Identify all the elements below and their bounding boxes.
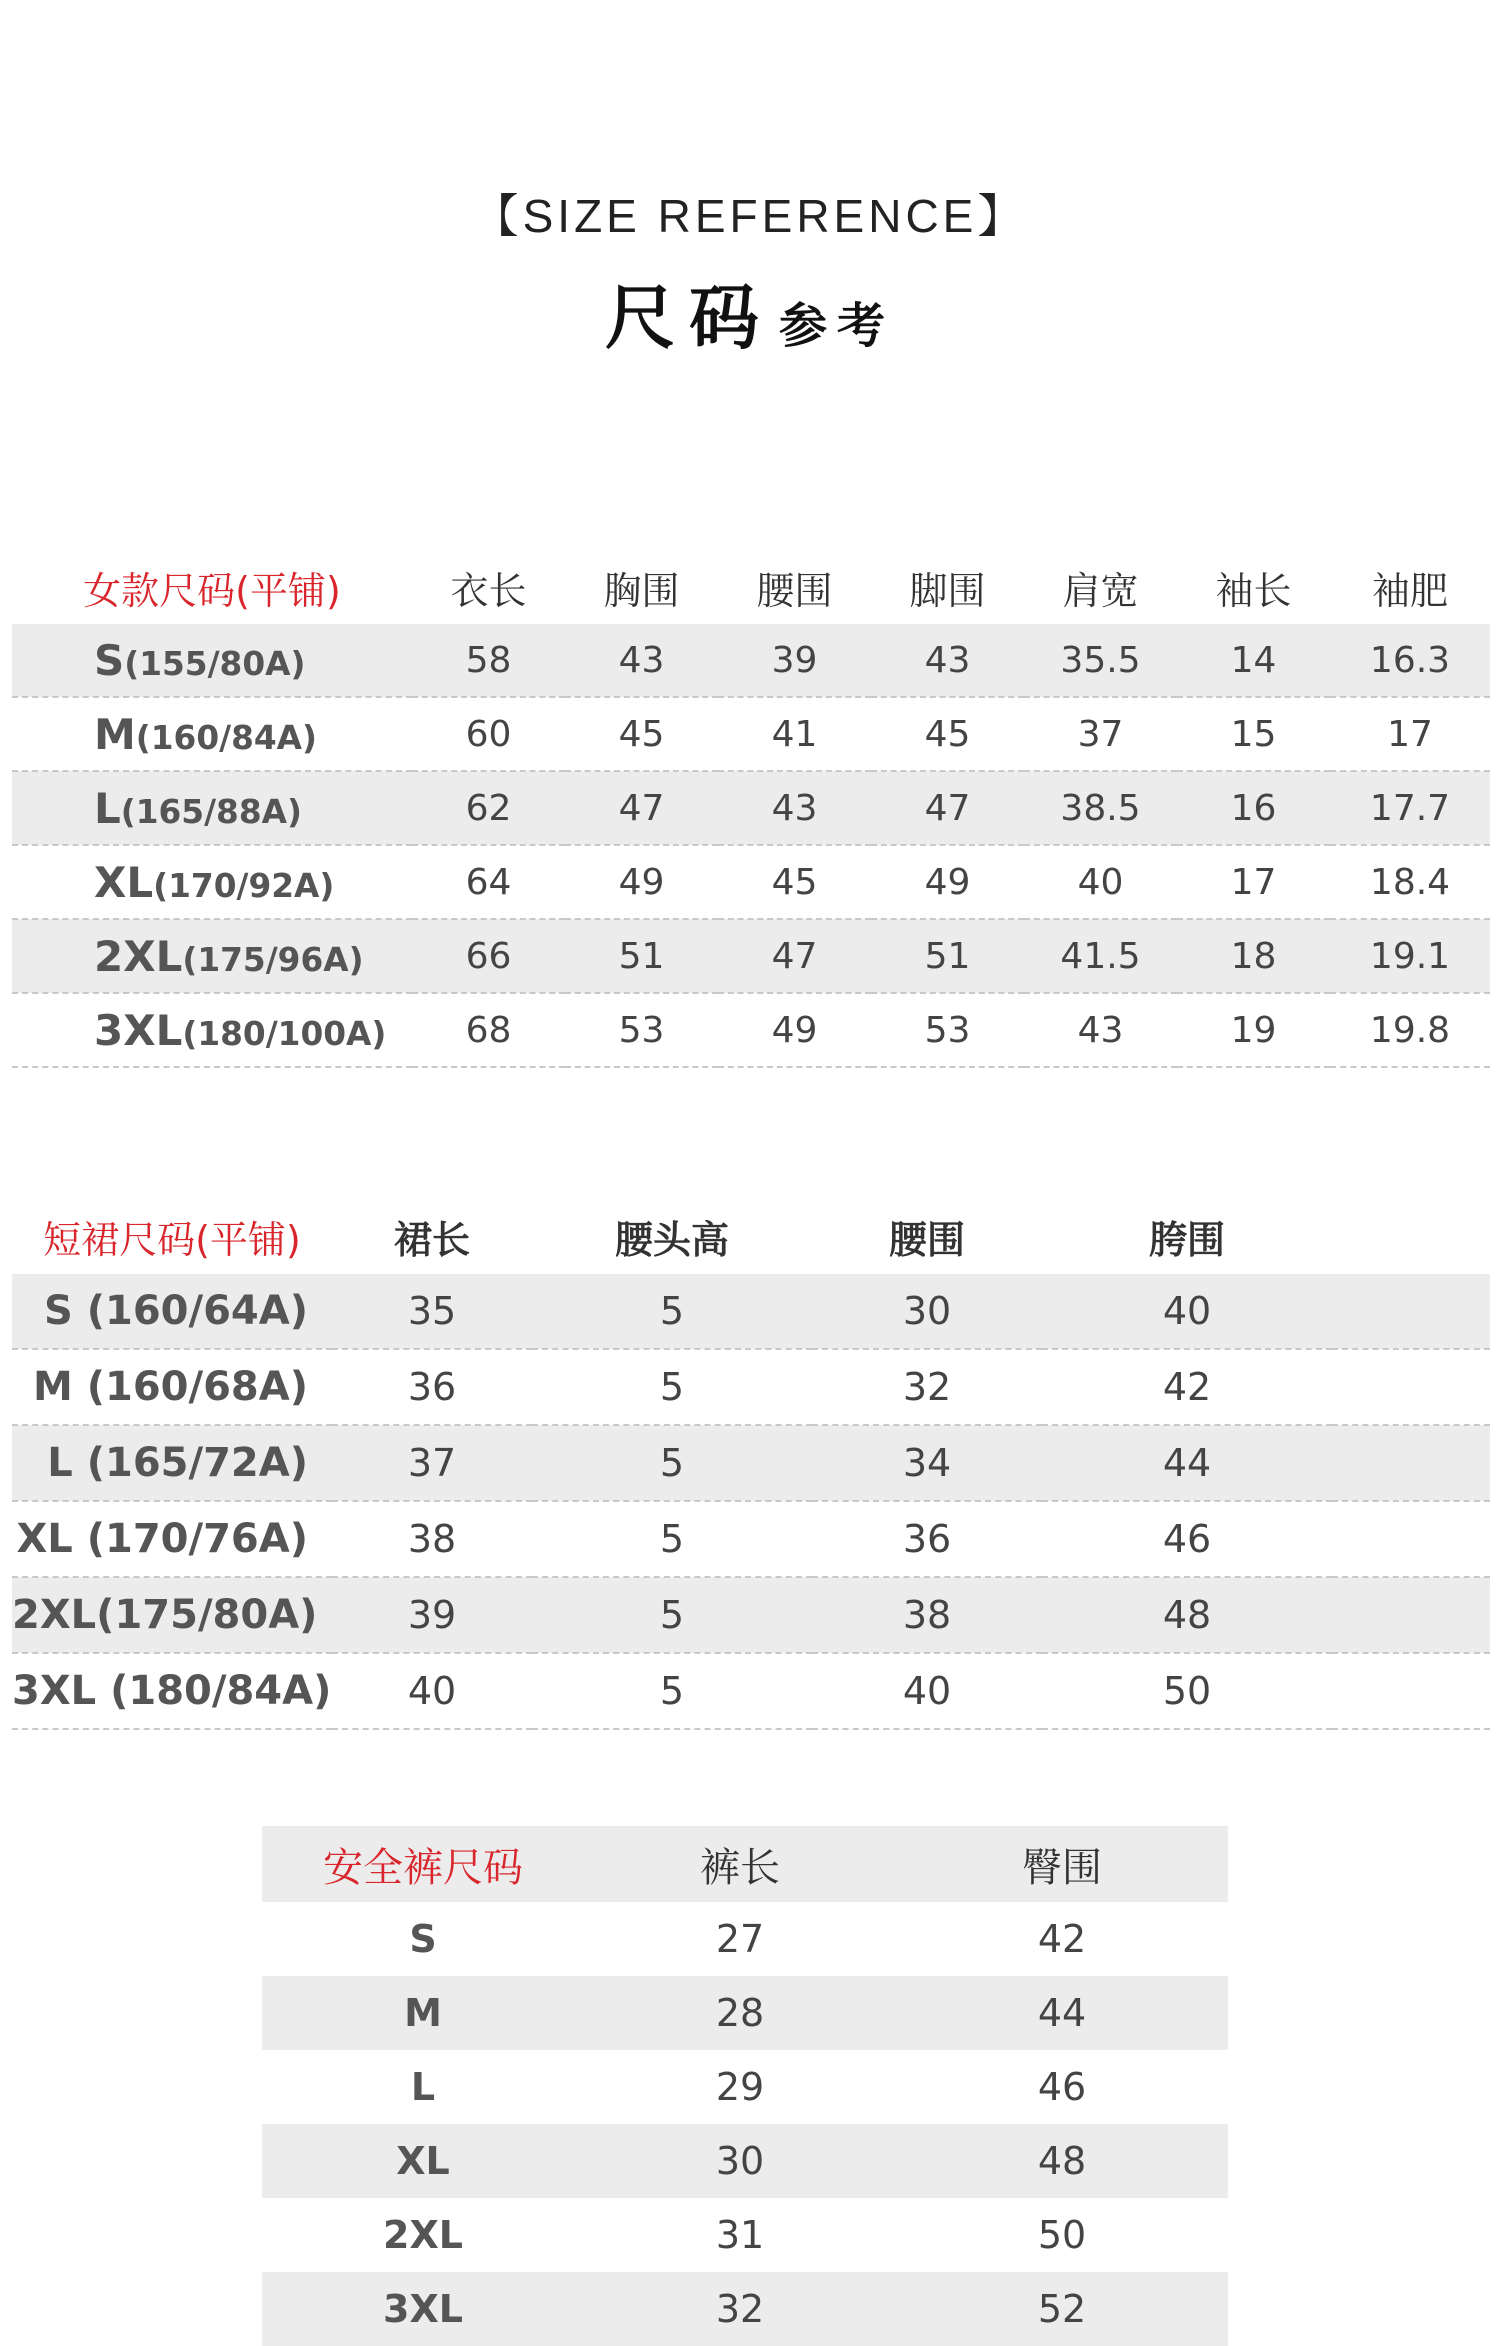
table-header-row: [12, 1198, 1490, 1274]
table-cell: 39: [332, 1577, 532, 1653]
table-cell: 43: [1024, 993, 1177, 1067]
column-header: 肩宽: [1062, 568, 1139, 613]
table-cell: 29: [715, 2065, 765, 2109]
table-cell: 17: [1177, 845, 1330, 919]
table-cell: 62: [412, 771, 565, 845]
cn-title-main: 尺码: [604, 277, 773, 359]
table-cell: 16: [1177, 771, 1330, 845]
table-cell: 40: [332, 1653, 532, 1729]
table-spacer: [1332, 1198, 1490, 1274]
size-label: M (160/68A): [12, 1349, 332, 1425]
size-code: L: [94, 783, 121, 833]
table-row: [262, 2198, 1228, 2272]
table-cell: 32: [584, 2272, 896, 2346]
table-cell: 40: [1024, 845, 1177, 919]
shorts-size-table: [262, 1826, 1228, 2346]
table-cell: 14: [1177, 624, 1330, 697]
table-cell: 19.1: [1330, 919, 1490, 993]
size-spec: (160/84A): [135, 718, 317, 757]
table-spacer: [1332, 1274, 1490, 1349]
table-cell: 48: [1042, 1577, 1332, 1653]
column-header: 腰围: [888, 1217, 965, 1262]
column-header: 脚围: [909, 568, 986, 613]
table-row: [262, 2124, 1228, 2198]
size-label: [12, 919, 412, 993]
table-row: [262, 2272, 1228, 2346]
table-title: 女款尺码(平铺): [83, 568, 341, 613]
table-header-row: [12, 550, 1490, 624]
size-code: M: [94, 709, 136, 759]
size-label: M: [262, 1976, 584, 2050]
column-header: 腰围: [756, 568, 833, 613]
size-label: L: [410, 2065, 436, 2109]
table-cell: 47: [718, 919, 871, 993]
size-label: 2XL(175/80A): [12, 1577, 332, 1653]
column-header: 裤长: [584, 1826, 896, 1902]
table-title: 安全裤尺码: [262, 1826, 584, 1902]
size-spec: (155/80A): [124, 644, 306, 683]
size-spec: (175/96A): [182, 940, 364, 979]
size-label: [12, 624, 412, 697]
column-header: 胸围: [603, 568, 680, 613]
table-cell: 45: [871, 697, 1024, 771]
table-cell: 44: [896, 1976, 1228, 2050]
size-spec: (180/100A): [182, 1014, 387, 1053]
table-cell: 40: [812, 1653, 1042, 1729]
table-cell: 53: [871, 993, 1024, 1067]
column-header: 臀围: [896, 1826, 1228, 1902]
column-header: 胯围: [1148, 1217, 1225, 1262]
size-label: L (165/72A): [12, 1425, 332, 1501]
table-spacer: [1332, 1425, 1490, 1501]
table-cell: 37: [1024, 697, 1177, 771]
table-cell: 34: [812, 1425, 1042, 1501]
table-cell: 19: [1177, 993, 1330, 1067]
table-cell: 17: [1330, 697, 1490, 771]
table-cell: 38: [812, 1577, 1042, 1653]
table-cell: 39: [718, 624, 871, 697]
table-cell: 49: [565, 845, 718, 919]
size-reference-title: 【SIZE REFERENCE】: [472, 190, 1028, 242]
table-cell: 49: [871, 845, 1024, 919]
table-cell: 45: [718, 845, 871, 919]
table-cell: 5: [532, 1349, 812, 1425]
cn-title-sub: 参考: [778, 298, 895, 354]
size-label: 3XL (180/84A): [12, 1653, 332, 1729]
table-row: [12, 1274, 1490, 1349]
table-cell: 51: [871, 919, 1024, 993]
table-cell: 52: [896, 2272, 1228, 2346]
column-header: 腰头高: [614, 1217, 729, 1262]
table-cell: 18: [1177, 919, 1330, 993]
column-header: 袖长: [1215, 568, 1292, 613]
table-cell: 50: [1042, 1653, 1332, 1729]
table-cell: 43: [871, 624, 1024, 697]
size-reference-cn-title: [0, 262, 1500, 363]
table-cell: 36: [812, 1501, 1042, 1577]
size-code: 2XL: [94, 931, 183, 981]
table-row: [12, 1425, 1490, 1501]
size-label: XL: [262, 2124, 584, 2198]
table-row: [12, 624, 1490, 697]
size-code: 3XL: [94, 1005, 183, 1055]
table-row: [12, 771, 1490, 845]
size-label: S (160/64A): [12, 1274, 332, 1349]
table-cell: 51: [565, 919, 718, 993]
table-cell: 27: [715, 1917, 765, 1961]
size-label: S: [409, 1917, 437, 1961]
top-size-table: [12, 550, 1490, 1068]
table-cell: 5: [532, 1425, 812, 1501]
table-spacer: [1332, 1501, 1490, 1577]
table-cell: 49: [718, 993, 871, 1067]
table-cell: 5: [532, 1577, 812, 1653]
column-header: 裙长: [393, 1217, 470, 1262]
size-label: [12, 993, 412, 1067]
column-header: 袖肥: [1371, 568, 1448, 613]
table-cell: 15: [1177, 697, 1330, 771]
table-row: [262, 2050, 1228, 2124]
table-cell: 5: [532, 1274, 812, 1349]
table-cell: 46: [1042, 1501, 1332, 1577]
size-label: 3XL: [262, 2272, 584, 2346]
table-row: [12, 1349, 1490, 1425]
table-cell: 64: [412, 845, 565, 919]
table-cell: 42: [1042, 1349, 1332, 1425]
table-row: [12, 1653, 1490, 1729]
table-cell: 17.7: [1330, 771, 1490, 845]
size-code: XL: [94, 857, 154, 907]
table-cell: 31: [715, 2213, 765, 2257]
skirt-size-table: [12, 1198, 1490, 1730]
table-cell: 45: [565, 697, 718, 771]
table-row: [12, 845, 1490, 919]
size-label: XL (170/76A): [12, 1501, 332, 1577]
table-row: [12, 993, 1490, 1067]
table-cell: 30: [584, 2124, 896, 2198]
table-cell: 18.4: [1330, 845, 1490, 919]
table-row: [12, 1577, 1490, 1653]
table-cell: 66: [412, 919, 565, 993]
table-cell: 42: [1037, 1917, 1087, 1961]
table-cell: 5: [532, 1653, 812, 1729]
size-code: S: [94, 635, 125, 685]
table-cell: 60: [412, 697, 565, 771]
table-cell: 68: [412, 993, 565, 1067]
table-cell: 16.3: [1330, 624, 1490, 697]
table-cell: 58: [412, 624, 565, 697]
table-title: 短裙尺码(平铺): [43, 1217, 301, 1262]
table-spacer: [1332, 1349, 1490, 1425]
table-cell: 41: [718, 697, 871, 771]
table-cell: 5: [532, 1501, 812, 1577]
size-spec: (170/92A): [153, 866, 335, 905]
size-spec: (165/88A): [120, 792, 302, 831]
table-cell: 38.5: [1024, 771, 1177, 845]
table-row: [262, 1902, 1228, 1976]
table-cell: 32: [812, 1349, 1042, 1425]
table-row: [12, 919, 1490, 993]
table-cell: 30: [812, 1274, 1042, 1349]
table-cell: 35.5: [1024, 624, 1177, 697]
table-cell: 47: [565, 771, 718, 845]
table-header-row: [262, 1826, 1228, 1902]
table-cell: 44: [1042, 1425, 1332, 1501]
table-cell: 28: [584, 1976, 896, 2050]
table-row: [12, 697, 1490, 771]
size-label: 2XL: [383, 2213, 463, 2257]
table-spacer: [1332, 1653, 1490, 1729]
size-label: [12, 697, 412, 771]
table-cell: 37: [332, 1425, 532, 1501]
table-cell: 50: [1037, 2213, 1087, 2257]
table-cell: 43: [718, 771, 871, 845]
table-cell: 46: [1037, 2065, 1087, 2109]
table-cell: 36: [332, 1349, 532, 1425]
table-cell: 48: [896, 2124, 1228, 2198]
column-header: 衣长: [450, 568, 527, 613]
table-spacer: [1332, 1577, 1490, 1653]
table-cell: 53: [565, 993, 718, 1067]
table-cell: 47: [871, 771, 1024, 845]
table-cell: 35: [332, 1274, 532, 1349]
table-row: [12, 1501, 1490, 1577]
size-label: [12, 771, 412, 845]
table-cell: 41.5: [1024, 919, 1177, 993]
table-row: [262, 1976, 1228, 2050]
table-cell: 19.8: [1330, 993, 1490, 1067]
table-cell: 38: [332, 1501, 532, 1577]
table-cell: 43: [565, 624, 718, 697]
size-label: [12, 845, 412, 919]
table-cell: 40: [1042, 1274, 1332, 1349]
